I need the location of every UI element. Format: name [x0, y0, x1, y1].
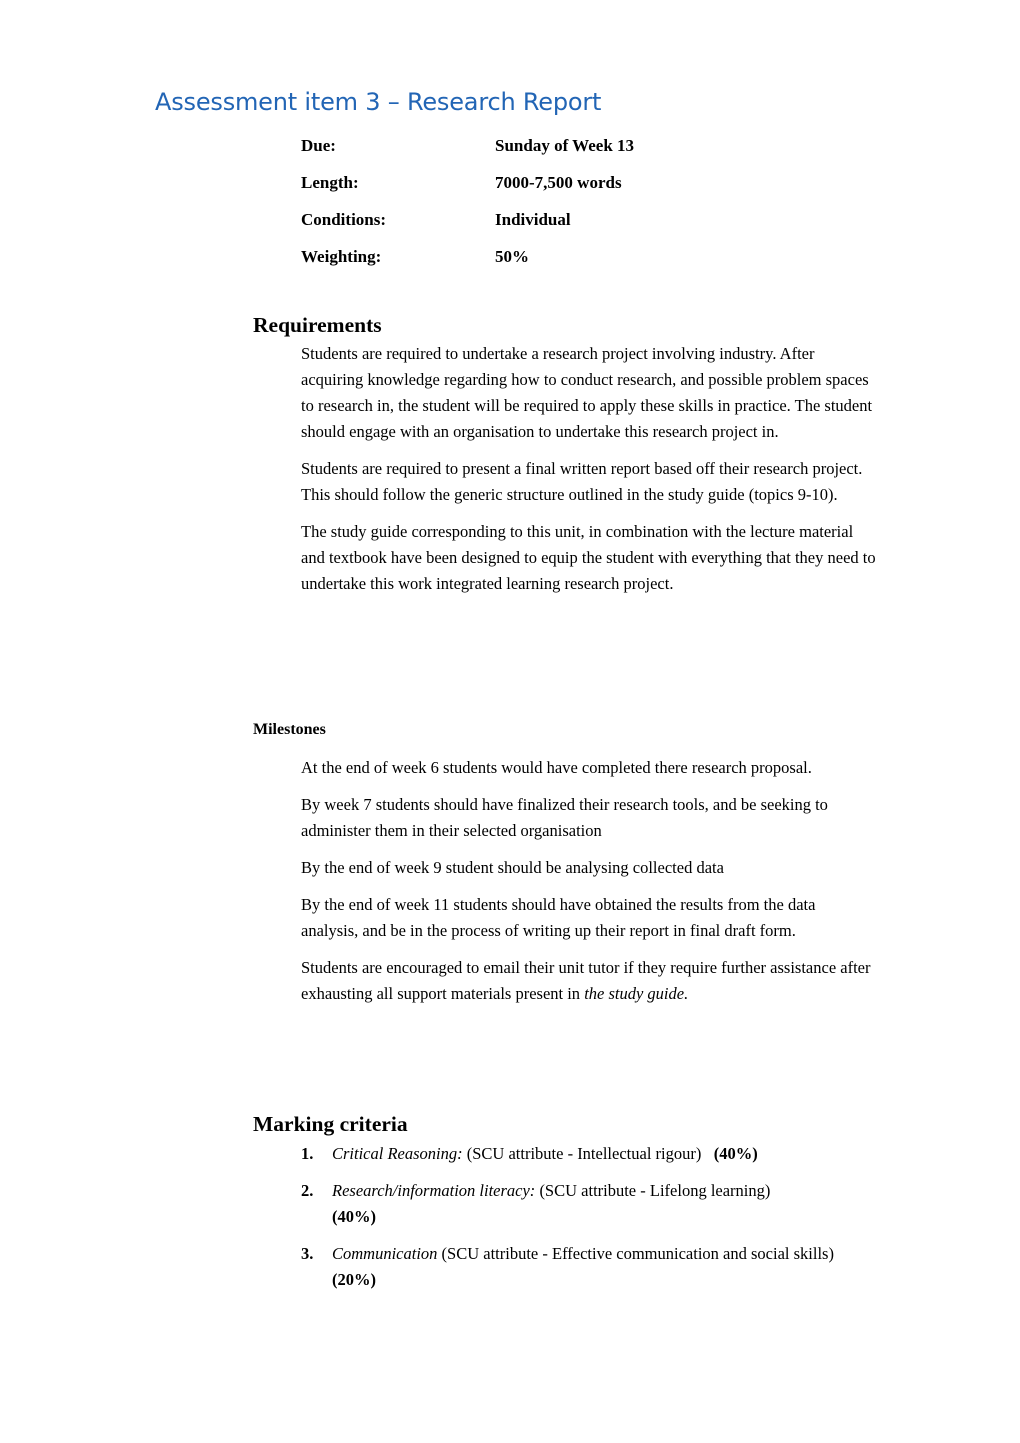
- meta-value: 7000-7,500 words: [495, 173, 622, 192]
- criterion-detail: (SCU attribute - Effective communication and social skills): [437, 1244, 843, 1263]
- meta-value: 50%: [495, 247, 529, 266]
- criterion-detail: (SCU attribute - Lifelong learning): [535, 1181, 771, 1200]
- criterion-weight: (20%): [332, 1270, 376, 1289]
- criterion-name: Research/information literacy:: [332, 1181, 536, 1200]
- meta-label: Due:: [301, 136, 336, 155]
- milestones-heading: Milestones: [253, 721, 326, 738]
- meta-row-length: [301, 170, 634, 207]
- study-guide-reference: the study guide.: [584, 984, 689, 1003]
- criterion-weight: (40%): [332, 1207, 376, 1226]
- milestone-item: By the end of week 11 students should have obtained the results from the data analysis, and be in the process of writing up their report in final draft form.: [301, 895, 816, 940]
- meta-row-weighting: [301, 244, 634, 281]
- criterion-number: 1.: [301, 1144, 314, 1163]
- marking-criteria-heading: Marking criteria: [253, 1112, 408, 1136]
- meta-label: Conditions:: [301, 210, 387, 229]
- criterion-weight: (40%): [713, 1144, 758, 1163]
- criterion-item: [301, 1178, 876, 1230]
- requirements-body: [301, 341, 876, 608]
- marking-criteria-list: [301, 1141, 876, 1304]
- criterion-text: [332, 1141, 876, 1167]
- closing-text: Students are encouraged to email their unit tutor if they require further assistance after exhausting all support materials present in: [301, 958, 871, 1003]
- milestones-body: [301, 755, 876, 1018]
- page-title: Assessment item 3 – Research Report: [155, 88, 602, 116]
- criterion-text: [332, 1178, 876, 1230]
- criterion-detail: (SCU attribute - Intellectual rigour): [462, 1144, 714, 1163]
- requirements-paragraph: Students are required to undertake a research project involving industry. After acquiring knowledge regarding how to conduct research, and possible problem spaces to research in, the student will be required to apply these skills in practice. The student should engage with an organisation to undertake this research project in.: [301, 344, 873, 441]
- criterion-name: Communication: [332, 1244, 438, 1263]
- criterion-item: [301, 1141, 876, 1167]
- milestones-closing: [301, 955, 876, 1007]
- meta-value: Sunday of Week 13: [495, 136, 635, 155]
- requirements-paragraph: The study guide corresponding to this unit, in combination with the lecture material and textbook have been designed to equip the student with everything that they need to undertake this work integrated learning research project.: [301, 522, 876, 593]
- criterion-number: 3.: [301, 1244, 314, 1263]
- criterion-number: 2.: [301, 1181, 314, 1200]
- meta-label: Length:: [301, 173, 359, 192]
- criterion-name: Critical Reasoning:: [332, 1144, 463, 1163]
- milestone-item: By week 7 students should have finalized their research tools, and be seeking to administer them in their selected organisation: [301, 795, 828, 840]
- meta-value: Individual: [495, 210, 571, 229]
- milestone-item: At the end of week 6 students would have completed there research proposal.: [301, 758, 812, 777]
- meta-row-due: [301, 133, 634, 170]
- meta-row-conditions: [301, 207, 634, 244]
- criterion-item: [301, 1241, 876, 1293]
- requirements-heading: Requirements: [253, 313, 382, 337]
- criterion-text: [332, 1241, 876, 1293]
- assessment-details: [301, 133, 634, 281]
- requirements-paragraph: Students are required to present a final written report based off their research project. This should follow the generic structure outlined in the study guide (topics 9-10).: [301, 459, 863, 504]
- milestone-item: By the end of week 9 student should be analysing collected data: [301, 858, 724, 877]
- meta-label: Weighting:: [301, 247, 382, 266]
